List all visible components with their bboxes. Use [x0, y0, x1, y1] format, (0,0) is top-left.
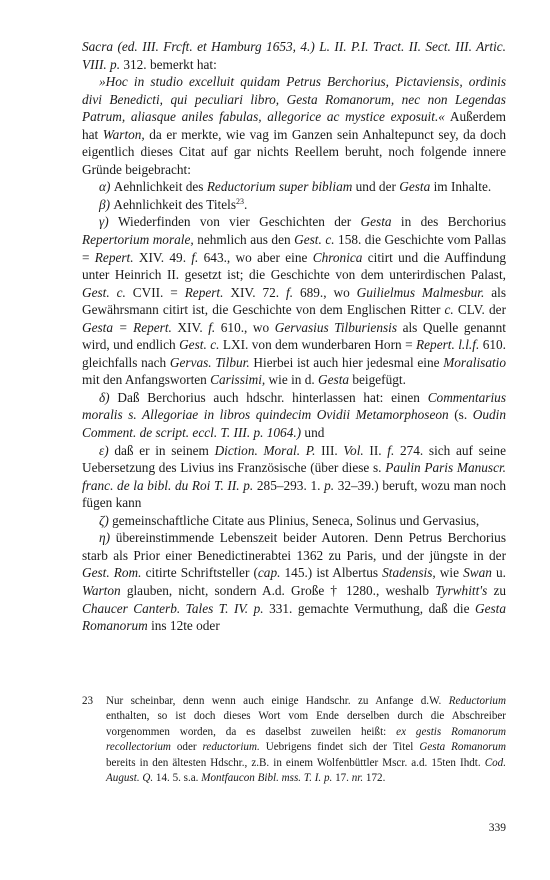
- page-number: 339: [488, 822, 506, 834]
- italic-text: ζ): [99, 512, 109, 528]
- italic-text: f.: [387, 442, 395, 458]
- text-run: 32–39.) beruft, wozu man noch fügen kann: [82, 477, 506, 511]
- text-run: 285–293. 1.: [253, 477, 325, 493]
- text-run: Daß Berchorius auch hdschr. hinterlassen hat: einen: [109, 389, 428, 405]
- italic-text: Chaucer Canterb. Tales T. IV. p.: [82, 600, 264, 616]
- paragraph: [82, 529, 506, 634]
- text-run: nehmlich aus den: [193, 232, 295, 248]
- text-run: LXI. von dem wunderbaren Horn =: [219, 337, 417, 353]
- italic-text: f.: [208, 319, 216, 335]
- text-run: bereits in den ältesten Hdschr., z.B. in einem Wolfenbüttler Mscr. a.d. 15ten Ihdt.: [106, 756, 485, 769]
- paragraph: [82, 389, 506, 442]
- text-run: Nur scheinbar, denn wenn auch einige Handschr. zu Anfange d.W.: [106, 695, 449, 707]
- paragraph: [82, 213, 506, 388]
- italic-text: Gesta Romanorum: [419, 741, 506, 754]
- text-run: 17.: [332, 772, 352, 785]
- italic-text: Gest. Rom.: [82, 565, 142, 581]
- italic-text: δ): [99, 389, 110, 405]
- paragraph: [82, 512, 506, 530]
- italic-text: Carissimi,: [210, 372, 266, 388]
- italic-text: Gest. c.: [82, 284, 126, 300]
- text-run: wie: [435, 565, 464, 581]
- italic-text: Gervasius Tilburiensis: [274, 319, 398, 335]
- italic-text: Reductorium: [448, 695, 506, 707]
- italic-text: γ): [99, 214, 109, 230]
- italic-text: Paulin Paris Manuscr. franc. de la bibl. du Roi T. II. p.: [82, 460, 506, 493]
- text-run: 274. sich auf seine Uebersetzung des Livius ins Französische (über diese s.: [82, 442, 506, 476]
- text-run: .: [244, 196, 248, 212]
- text-run: in des Berchorius: [391, 214, 506, 230]
- italic-text: Gesta: [399, 179, 431, 195]
- italic-text: Gesta = Repert.: [82, 319, 172, 335]
- italic-text: Repertorium morale,: [82, 232, 194, 248]
- italic-text: Gervas. Tilbur.: [169, 354, 250, 370]
- italic-text: Oudin Comment. de script. eccl. T. III. p. 1064.): [82, 407, 506, 441]
- text-run: übereinstimmende Lebenszeit beider Autoren. Denn Petrus Berchorius starb als Prior einer Benedictinerabtei 1362 zu Paris, und der jüngste in der: [82, 530, 506, 563]
- text-run: citirte Schriftsteller (: [141, 565, 258, 581]
- paragraph: [82, 38, 506, 73]
- italic-text: »Hoc in studio excelluit quidam Petrus Berchorius, Pictaviensis, ordinis divi Benedicti, qui peculiari libro, Gesta Romanorum, nec non Legendas Patrum, aliasque aniles fabulas, allegorice ac mystice exposuit.«: [82, 74, 506, 125]
- text-run: 331. gemachte Vermuthung, daß die: [263, 600, 475, 616]
- text-run: mit den Anfangsworten: [82, 372, 211, 388]
- paragraph: [82, 442, 506, 512]
- body-text: [82, 38, 506, 635]
- text-run: als Quelle genannt wird, und endlich: [82, 319, 506, 353]
- text-run: Außerdem hat: [82, 109, 506, 142]
- footnote-number: 23: [82, 695, 94, 707]
- paragraph: [82, 178, 506, 196]
- italic-text: Montfaucon Bibl. mss. T. I. p.: [201, 772, 333, 785]
- text-run: XIV.: [171, 319, 209, 335]
- italic-text: Sacra (ed. III. Frcft. et Hamburg 1653, 4.) L. II. P.I. Tract. II. Sect. III. Artic. VIII. p.: [82, 39, 506, 72]
- text-run: XIV. 72.: [223, 284, 287, 300]
- text-run: 14. 5. s.a.: [153, 772, 202, 785]
- italic-text: nr.: [351, 772, 364, 785]
- text-run: und: [301, 425, 325, 441]
- italic-text: reductorium.: [202, 741, 260, 754]
- italic-text: α): [99, 179, 111, 195]
- text-run: beigefügt.: [349, 372, 406, 388]
- italic-text: f.: [286, 284, 294, 300]
- text-run: 610. gleichfalls nach: [82, 337, 506, 370]
- text-run: Uebrigens findet sich der Titel: [259, 741, 420, 754]
- italic-text: Moralisatio: [443, 354, 506, 370]
- italic-text: ε): [99, 442, 109, 458]
- italic-text: c.: [444, 302, 454, 318]
- text-run: glauben, nicht, sondern A.d. Große † 1280., weshalb: [120, 582, 436, 598]
- text-run: wie in d.: [265, 372, 319, 388]
- italic-text: cap.: [257, 565, 281, 581]
- italic-text: Warton: [82, 582, 121, 598]
- text-run: Wiederfinden von vier Geschichten der: [108, 214, 361, 230]
- text-run: CLV. der: [453, 302, 506, 318]
- text-run: citirt und die Auffindung unter Heinrich II. gesetzt ist; die Geschichte von dem unterirdischen Palast,: [82, 249, 506, 283]
- text-run: enthalten, so ist doch dieses Wort vom Ende derselben durch die Abschreiber vorgenommen worden, da es daselbst zuweilen heißt:: [106, 710, 506, 738]
- italic-text: Commentarius moralis s. Allegoriae in libros quindecim Ovidii Metamorphoseon: [82, 389, 506, 423]
- text-run: Hierbei ist auch hier jedesmal eine: [249, 354, 444, 370]
- text-run: zu: [487, 582, 507, 598]
- page-body: [82, 38, 506, 635]
- italic-text: Repert.: [184, 284, 224, 300]
- text-run: daß er in seinem: [108, 442, 215, 458]
- italic-text: Gesta: [318, 372, 350, 388]
- text-run: oder: [170, 741, 203, 754]
- italic-text: Repert. l.l.f.: [416, 337, 480, 353]
- text-run: im Inhalte.: [430, 179, 492, 195]
- text-run: als Gewährsmann citirt ist, die Geschichte von dem Englischen Ritter: [82, 284, 506, 318]
- text-run: XIV. 49.: [133, 249, 192, 265]
- italic-text: η): [99, 530, 111, 546]
- text-run: 610., wo: [215, 319, 275, 335]
- italic-text: Gest. c.: [294, 232, 335, 248]
- text-run: II.: [363, 442, 388, 458]
- text-run: III.: [315, 442, 344, 458]
- text-run: und der: [352, 179, 400, 195]
- italic-text: p.: [324, 477, 335, 493]
- text-run: da er merkte, wie vag im Ganzen sein Anhaltepunct sey, da doch eigentlich dieses Citat auf gar nichts Reellem beruht, noch folgende innere Gründe beigebracht:: [82, 126, 506, 177]
- italic-text: Tyrwhitt's: [435, 582, 488, 598]
- text-run: (s.: [448, 407, 473, 423]
- text-run: 145.) ist Albertus: [280, 565, 383, 581]
- paragraph: [82, 196, 506, 214]
- italic-text: Diction. Moral. P.: [214, 442, 316, 458]
- text-run: u.: [491, 565, 506, 581]
- text-run: 643., wo aber eine: [198, 249, 313, 265]
- italic-text: Gesta Romanorum: [82, 600, 507, 634]
- italic-text: Repert.: [94, 249, 134, 265]
- text-run: ins 12te oder: [147, 618, 220, 634]
- footnote-text: [106, 694, 506, 786]
- text-run: Aehnlichkeit des Titels: [110, 196, 237, 212]
- footnote-reference: 23: [236, 196, 245, 206]
- text-run: gemeinschaftliche Citate aus Plinius, Seneca, Solinus und Gervasius,: [108, 512, 480, 528]
- italic-text: f.: [191, 249, 199, 265]
- paragraph: [82, 73, 506, 178]
- text-run: 312. bemerkt hat:: [120, 56, 217, 72]
- italic-text: Cod. August. Q.: [106, 756, 506, 785]
- italic-text: Swan: [463, 565, 492, 581]
- italic-text: Gest. c.: [179, 337, 220, 353]
- footnote: [82, 694, 506, 786]
- italic-text: Stadensis,: [382, 565, 436, 581]
- italic-text: Reductorium super bibliam: [206, 179, 353, 195]
- italic-text: Chronica: [312, 249, 363, 265]
- italic-text: Warton,: [102, 126, 145, 142]
- italic-text: Vol.: [343, 442, 364, 458]
- text-run: 158. die Geschichte vom Pallas =: [82, 232, 507, 265]
- italic-text: ex gestis Romanorum recollectorium: [106, 725, 506, 754]
- italic-text: β): [99, 196, 111, 212]
- text-run: Aehnlichkeit des: [110, 179, 207, 195]
- text-run: CVII. =: [125, 284, 185, 300]
- italic-text: Gesta: [360, 214, 392, 230]
- text-run: 689., wo: [293, 284, 357, 300]
- italic-text: Guilielmus Malmesbur.: [356, 284, 485, 300]
- text-run: 172.: [363, 772, 386, 785]
